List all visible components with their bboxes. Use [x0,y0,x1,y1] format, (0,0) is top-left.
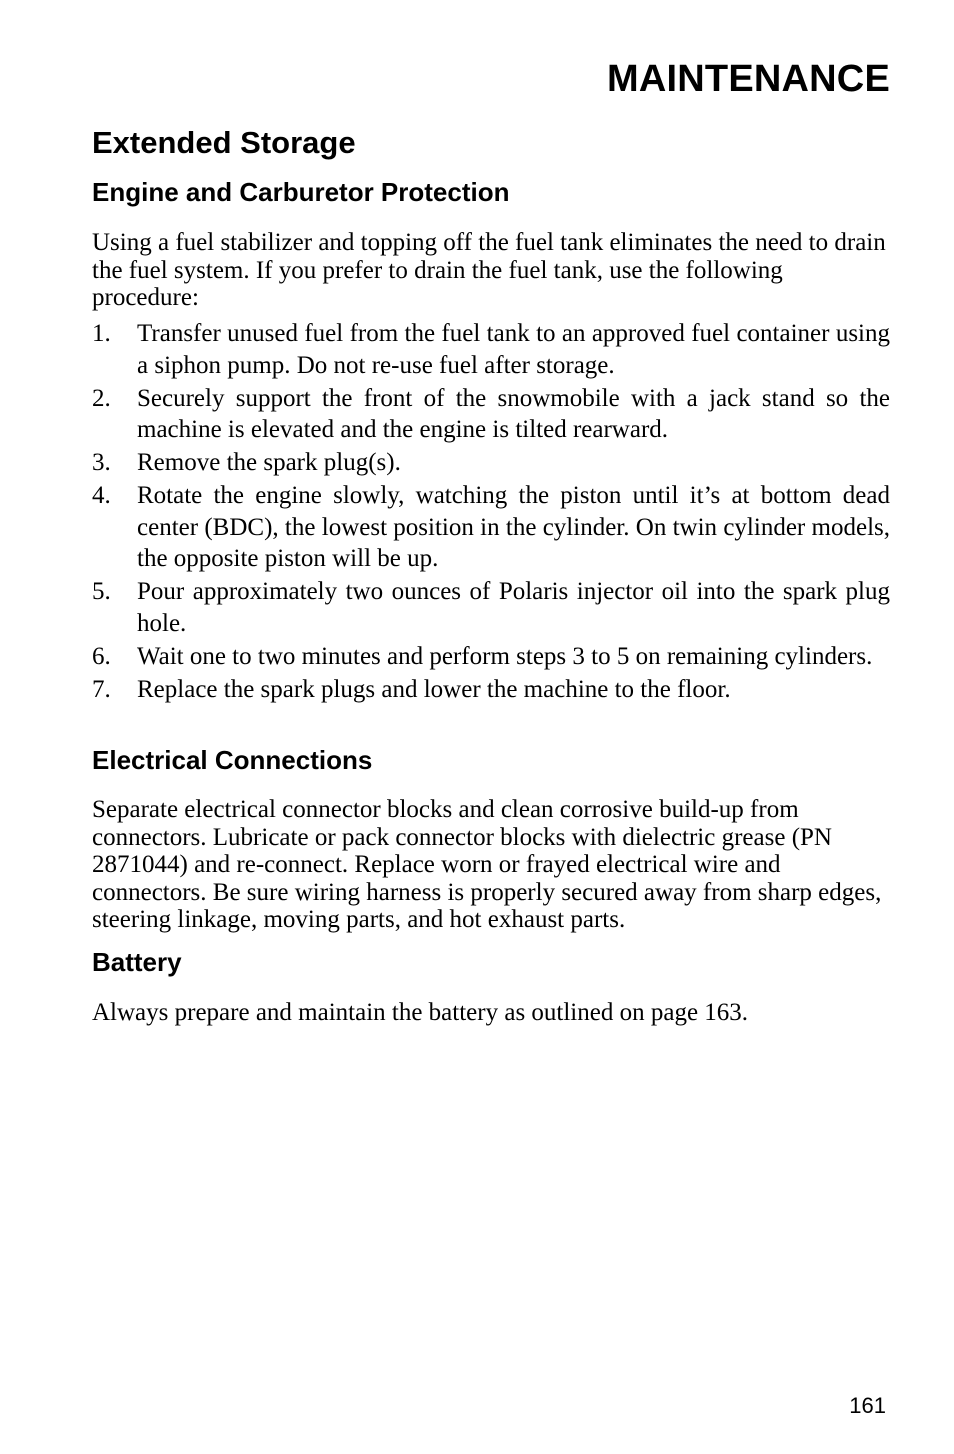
step-number: 5. [92,578,111,605]
list-item [92,480,890,575]
electrical-connections-heading: Electrical Connections [92,745,373,775]
step-number: 1. [92,320,111,347]
step-text: Securely support the front of the snowmobile with a jack stand so the machine is elevated and the engine is tilted rearward. [137,384,890,443]
electrical-paragraph: Separate electrical connector blocks and clean corrosive build-up from connectors. Lubricate or pack connector blocks with dielectric grease (PN 2871044) and re-connect. Replace worn or frayed electrical wire and connectors. Be sure wiring harness is properly secured away from sharp edges, steering linkage, moving parts, and hot exhaust parts. [92,796,882,933]
chapter-title: MAINTENANCE [607,58,890,100]
section-title: Extended Storage [92,125,356,160]
step-text: Pour approximately two ounces of Polaris injector oil into the spark plug hole. [137,578,890,637]
battery-paragraph: Always prepare and maintain the battery as outlined on page 163. [92,999,749,1026]
list-item [92,641,890,673]
page-number: 161 [849,1393,886,1418]
engine-intro-paragraph: Using a fuel stabilizer and topping off the fuel tank eliminates the need to drain the fuel system. If you prefer to drain the fuel tank, use the following procedure: [92,229,886,311]
storage-procedure-list [92,318,890,707]
list-item [92,674,890,706]
step-text: Remove the spark plug(s). [137,449,401,476]
step-text: Transfer unused fuel from the fuel tank to an approved fuel container using a siphon pump. Do not re-use fuel after storage. [137,320,890,379]
battery-heading: Battery [92,947,182,977]
step-number: 7. [92,675,111,703]
list-item [92,447,890,479]
step-text: Rotate the engine slowly, watching the piston until it’s at bottom dead center (BDC), the lowest position in the cylinder. On twin cylinder models, the opposite piston will be up. [137,482,890,572]
list-item [92,318,890,381]
step-number: 3. [92,449,111,476]
step-number: 2. [92,384,111,412]
step-number: 4. [92,482,111,509]
list-item [92,383,890,446]
step-text: Replace the spark plugs and lower the machine to the floor. [137,675,731,703]
step-text: Wait one to two minutes and perform steps 3 to 5 on remaining cylinders. [137,642,873,670]
list-item [92,576,890,639]
engine-carburetor-heading: Engine and Carburetor Protection [92,177,510,207]
step-number: 6. [92,642,111,670]
manual-page [92,0,890,1454]
